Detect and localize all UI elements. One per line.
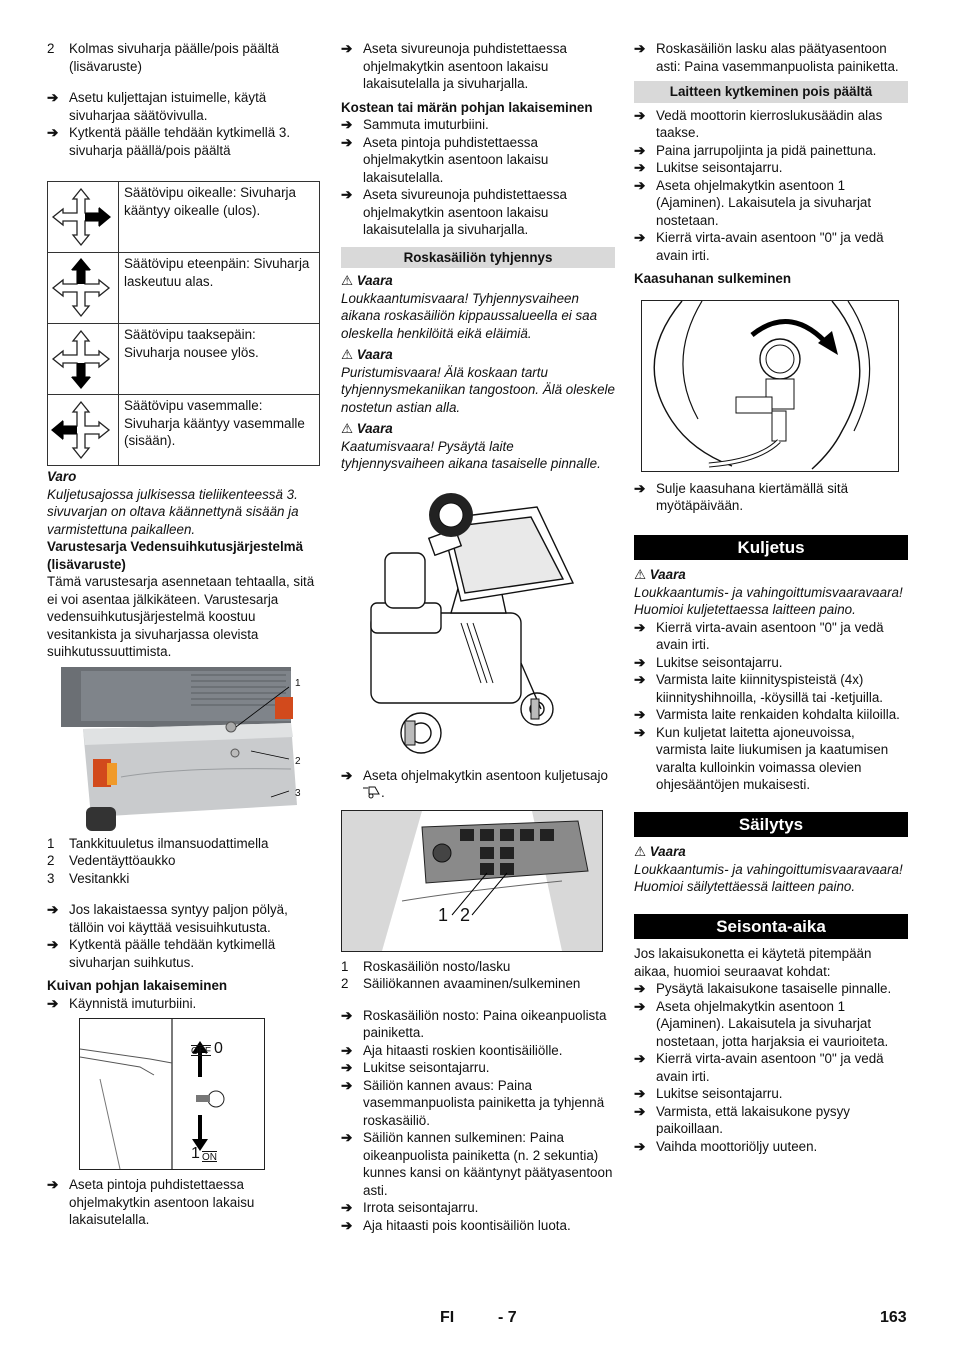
step-item	[634, 671, 908, 706]
step-text: Vedä moottorin kierroslukusäädin alas taakse.	[656, 107, 883, 140]
step-text: Kierrä virta-avain asentoon "0" ja vedä avain irti.	[656, 1051, 884, 1084]
arrow-right-icon: ➔	[634, 707, 646, 722]
lever-row	[48, 182, 320, 253]
arrow-right-icon: ➔	[634, 480, 646, 496]
step-text: Sammuta imuturbiini.	[363, 117, 489, 132]
step-text: Lukitse seisontajarru.	[363, 1060, 490, 1075]
arrow-right-icon: ➔	[634, 230, 646, 245]
step-item	[341, 1217, 615, 1235]
step-text: Säiliön kannen avaus: Paina vasemmanpuolista painiketta ja tyhjennä roskasäiliö.	[363, 1077, 605, 1128]
lever-row	[48, 395, 320, 466]
lever-text: Säätövipu vasemmalle: Sivuharja kääntyy vasemmalle (sisään).	[119, 395, 320, 466]
lever-text: Säätövipu eteenpäin: Sivuharja laskeutuu alas.	[119, 253, 320, 324]
step-item	[634, 480, 908, 515]
step-item	[634, 229, 908, 264]
step-item	[47, 936, 320, 971]
warning-text: Loukkaantumis- ja vahingoittumisvaaravaara! Huomioi kuljetettaessa laitteen paino.	[634, 584, 903, 617]
step-text: Lukitse seisontajarru.	[656, 654, 783, 670]
arrow-right-icon: ➔	[341, 117, 353, 132]
arrow-right-icon: ➔	[341, 41, 353, 56]
empty-heading: Roskasäiliön tyhjennys	[341, 247, 615, 269]
lever-left-icon	[48, 395, 119, 466]
dry-heading: Kuivan pohjan lakaiseminen	[47, 978, 228, 993]
photo-callout: 2	[295, 755, 301, 767]
lever-right-icon	[48, 182, 119, 253]
step-text: Aseta sivureunoja puhdistettaessa ohjelmakytkin asentoon lakaisu lakaisutelalla ja sivuharjalla.	[363, 187, 567, 237]
warning-text: Loukkaantumis- ja vahingoittumisvaaravaara! Huomioi säilytettäessä laitteen paino.	[634, 861, 903, 894]
legend-text: Roskasäiliön nosto/lasku	[363, 958, 511, 974]
arrow-right-icon: ➔	[634, 998, 646, 1014]
tipping-machine-illustration	[341, 483, 615, 763]
step-text: Lukitse seisontajarru.	[656, 1086, 783, 1101]
step-text: Käynnistä imuturbiini.	[69, 995, 197, 1011]
step-item	[341, 1059, 615, 1077]
step-item	[634, 980, 908, 998]
step-text: Aseta ohjelmakytkin asentoon 1 (Ajaminen). Lakaisutela ja sivuharjat nostetaan, jotta harjaksia ei vaurioiteta.	[656, 998, 889, 1049]
caution-text: Kuljetusajossa julkisessa tieliikenteessä 3. sivuvarjan on oltava käännettynä sisään ja varmistettuna paikalleen.	[47, 486, 299, 537]
step-text: Varmista laite renkaiden kohdalta kiiloilla.	[656, 707, 900, 722]
step-item	[341, 134, 615, 187]
warning-triangle-icon: ⚠	[634, 567, 647, 582]
arrow-right-icon: ➔	[341, 1217, 353, 1233]
arrow-right-icon: ➔	[634, 654, 646, 670]
switch-on-number: 1	[191, 1145, 200, 1162]
legend-item	[47, 852, 320, 870]
step-text: Aja hitaasti roskien koontisäiliölle.	[363, 1042, 563, 1058]
warning-triangle-icon: ⚠	[341, 273, 354, 288]
arrow-right-icon: ➔	[634, 619, 646, 635]
step-item	[634, 177, 908, 230]
step-item	[341, 116, 615, 134]
legend-text: Vesitankki	[69, 870, 130, 886]
step-item	[634, 40, 908, 75]
arrow-right-icon: ➔	[341, 1007, 353, 1023]
warning-triangle-icon: ⚠	[634, 844, 647, 859]
warning-label: ⚠ Vaara	[341, 347, 393, 362]
panel-callout: 1	[438, 904, 449, 925]
footer-page-number: 163	[880, 1309, 907, 1326]
item-number: 2	[47, 41, 55, 56]
step-text: Aja hitaasti pois koontisäiliön luota.	[363, 1217, 571, 1233]
step-item	[634, 706, 908, 724]
warning-text: Puristumisvaara! Älä koskaan tartu tyhjennysmekaniikan tangostoon. Älä oleskele nostetun astian alla.	[341, 364, 615, 415]
step-item	[634, 142, 908, 160]
arrow-right-icon: ➔	[341, 1042, 353, 1058]
warning-text: Kaatumisvaara! Pysäytä laite tyhjennysvaiheen aikana tasaiselle pinnalle.	[341, 438, 601, 471]
arrow-right-icon: ➔	[634, 1138, 646, 1154]
arrow-right-icon: ➔	[634, 177, 646, 193]
step-text: Roskasäiliön lasku alas päätyasentoon asti: Paina vasemmanpuolista painiketta.	[656, 41, 899, 74]
item-text: Kolmas sivuharja päälle/pois päältä (lisävaruste)	[69, 41, 279, 74]
step-item	[634, 159, 908, 177]
step-item	[341, 1199, 615, 1217]
switch-off-number: 0	[214, 1040, 223, 1057]
arrow-right-icon: ➔	[634, 142, 646, 158]
gas-valve-figure	[641, 300, 899, 472]
step-text: Aseta ohjelmakytkin asentoon 1 (Ajaminen). Lakaisutela ja sivuharjat nostetaan.	[656, 177, 872, 228]
footer-section-page: - 7	[498, 1309, 517, 1326]
transport-mode-icon	[363, 785, 381, 799]
legend-text: Tankkituuletus ilmansuodattimella	[69, 835, 269, 851]
arrow-right-icon: ➔	[634, 981, 646, 996]
legend-text: Vedentäyttöaukko	[69, 853, 176, 868]
step-item	[634, 619, 908, 654]
step-text: Jos lakaistaessa syntyy paljon pölyä, tällöin voi käyttää vesisuihkutusta.	[69, 902, 288, 935]
column-right	[634, 40, 908, 1155]
warning-text: Loukkaantumisvaara! Tyhjennysvaiheen aikana roskasäiliön kippaussalueella ei saa oleskella henkilöitä eikä eläimiä.	[341, 290, 598, 341]
arrow-right-icon: ➔	[341, 1060, 353, 1075]
step-item	[47, 901, 320, 936]
legend-number: 2	[341, 976, 349, 991]
step-text: Lukitse seisontajarru.	[656, 160, 783, 175]
transport-heading: Kuljetus	[634, 535, 908, 561]
step-text: Kytkentä päälle tehdään kytkimellä sivuharjan suihkutus.	[69, 937, 276, 970]
arrow-right-icon: ➔	[634, 1051, 646, 1066]
step-text: Säiliön kannen sulkeminen: Paina oikeanpuolista painiketta (n. 2 sekuntia) kunnes kansi on kääntynyt päätyasentoon asti.	[363, 1130, 613, 1198]
column-middle	[341, 40, 615, 1234]
step-text: Aseta sivureunoja puhdistettaessa ohjelmakytkin asentoon lakaisu lakaisutelalla ja sivuharjalla.	[363, 41, 567, 91]
legend-number: 2	[47, 853, 55, 868]
arrow-right-icon: ➔	[341, 1077, 353, 1093]
step-text: Irrota seisontajarru.	[363, 1200, 479, 1215]
caution-label: Varo	[47, 469, 77, 484]
arrow-right-icon: ➔	[341, 767, 353, 783]
switch-on-label: ON	[202, 1152, 217, 1163]
warning-triangle-icon: ⚠	[341, 421, 354, 436]
photo-callout: 1	[295, 677, 301, 689]
step-item	[341, 1007, 615, 1042]
lever-row	[48, 324, 320, 395]
wet-heading: Kostean tai märän pohjan lakaiseminen	[341, 99, 593, 115]
step-text: Kierrä virta-avain asentoon "0" ja vedä avain irti.	[656, 230, 884, 263]
column-left	[47, 40, 320, 1229]
step-item	[634, 1085, 908, 1103]
arrow-right-icon: ➔	[634, 160, 646, 175]
arrow-right-icon: ➔	[634, 41, 646, 56]
step-item	[634, 1138, 908, 1156]
step-text: Aseta pintoja puhdistettaessa ohjelmakytkin asentoon lakaisu lakaisutelalla.	[69, 1177, 255, 1227]
switch-off-label: OFF	[191, 1046, 211, 1057]
step-text: Varmista laite kiinnityspisteistä (4x) kiinnityshihnoilla, -köysillä tai -ketjuilla.	[656, 672, 883, 705]
lever-text: Säätövipu oikealle: Sivuharja kääntyy oikealle (ulos).	[119, 182, 320, 253]
arrow-right-icon: ➔	[47, 995, 59, 1011]
step-item	[341, 1129, 615, 1199]
step-text: Kytkentä päälle tehdään kytkimellä 3. sivuharja päällä/pois päältä	[69, 125, 291, 158]
arrow-right-icon: ➔	[341, 1130, 353, 1145]
step-item	[341, 767, 615, 802]
step-text: Kierrä virta-avain asentoon "0" ja vedä avain irti.	[656, 619, 884, 652]
arrow-right-icon: ➔	[341, 134, 353, 150]
arrow-right-icon: ➔	[47, 937, 59, 952]
step-item	[634, 107, 908, 142]
kit-text: Tämä varustesarja asennetaan tehtaalla, sitä ei voi asentaa jälkikäteen. Varustesarja vedensuihkutusjärjestelmä koostuu vesitankista ja sivuharjassa olevista suihkutussuuttimista.	[47, 574, 315, 659]
step-item	[634, 654, 908, 672]
arrow-right-icon: ➔	[341, 187, 353, 202]
arrow-right-icon: ➔	[634, 672, 646, 687]
footer-lang: FI	[440, 1309, 455, 1326]
legend-item	[341, 975, 615, 993]
arrow-right-icon: ➔	[47, 90, 59, 105]
downtime-heading: Seisonta-aika	[634, 914, 908, 940]
step-item	[634, 998, 908, 1051]
step-text: Sulje kaasuhana kiertämällä sitä myötäpäivään.	[656, 480, 849, 513]
step-item	[341, 1077, 615, 1130]
step-item	[634, 1103, 908, 1138]
warning-label: ⚠ Vaara	[341, 421, 393, 436]
water-tank-photo	[61, 667, 311, 835]
legend-number: 3	[47, 870, 55, 886]
arrow-right-icon: ➔	[341, 1200, 353, 1215]
arrow-right-icon: ➔	[47, 902, 59, 917]
warning-triangle-icon: ⚠	[341, 347, 354, 362]
off-heading: Laitteen kytkeminen pois päältä	[634, 81, 908, 103]
lever-text: Säätövipu taaksepäin: Sivuharja nousee ylös.	[119, 324, 320, 395]
arrow-right-icon: ➔	[47, 125, 59, 140]
step-text: Vaihda moottoriöljy uuteen.	[656, 1138, 818, 1154]
arrow-right-icon: ➔	[634, 1103, 646, 1119]
gas-heading: Kaasuhanan sulkeminen	[634, 271, 792, 286]
step-item	[634, 724, 908, 794]
step-item	[47, 124, 320, 159]
step-item	[47, 995, 320, 1013]
step-text: Aseta pintoja puhdistettaessa ohjelmakytkin asentoon lakaisu lakaisutelalla.	[363, 134, 549, 185]
step-item	[47, 1176, 320, 1229]
lever-forward-icon	[48, 253, 119, 324]
lever-back-icon	[48, 324, 119, 395]
step-item	[341, 1042, 615, 1060]
step-item	[47, 89, 320, 124]
arrow-right-icon: ➔	[634, 1086, 646, 1101]
step-text: Varmista, että lakaisukone pysyy paikoillaan.	[656, 1103, 851, 1136]
kit-heading: Varustesarja Vedensuihkutusjärjestelmä (lisävaruste)	[47, 539, 304, 572]
warning-label: ⚠ Vaara	[341, 273, 393, 288]
legend-text: Säiliökannen avaaminen/sulkeminen	[363, 976, 581, 991]
legend-number: 1	[341, 958, 349, 974]
legend-item	[47, 835, 320, 853]
step-item	[341, 40, 615, 93]
lever-row	[48, 253, 320, 324]
storage-heading: Säilytys	[634, 812, 908, 838]
step-text: Paina jarrupoljinta ja pidä painettuna.	[656, 142, 877, 158]
legend-number: 1	[47, 835, 55, 851]
warning-label: ⚠ Vaara	[634, 844, 686, 859]
arrow-right-icon: ➔	[634, 107, 646, 123]
step-item	[341, 186, 615, 239]
legend-item	[341, 958, 615, 976]
control-panel-photo	[341, 810, 603, 952]
downtime-intro: Jos lakaisukonetta ei käytetä pitempään aikaa, huomioi seuraavat kohdat:	[634, 946, 872, 979]
step-text: Asetu kuljettajan istuimelle, käytä sivuharjaa säätövivulla.	[69, 90, 267, 123]
warning-label: ⚠ Vaara	[634, 567, 686, 582]
legend-item	[47, 870, 320, 888]
step-text: Kun kuljetat laitetta ajoneuvoissa, varmista laite liukumisen ja kaatumisen varalta kulloinkin voimassa olevien ohjesääntöjen mukaisesti.	[656, 724, 889, 792]
numbered-item	[47, 40, 320, 75]
turbine-switch-figure	[79, 1018, 265, 1170]
step-text: Aseta ohjelmakytkin asentoon kuljetusajo .	[363, 767, 608, 800]
photo-callout: 3	[295, 787, 301, 799]
step-text: Roskasäiliön nosto: Paina oikeanpuolista painiketta.	[363, 1007, 607, 1040]
step-item	[634, 1050, 908, 1085]
arrow-right-icon: ➔	[47, 1177, 59, 1192]
arrow-right-icon: ➔	[634, 724, 646, 740]
lever-table	[47, 181, 320, 466]
step-text: Pysäytä lakaisukone tasaiselle pinnalle.	[656, 981, 892, 996]
panel-callout: 2	[460, 904, 471, 925]
